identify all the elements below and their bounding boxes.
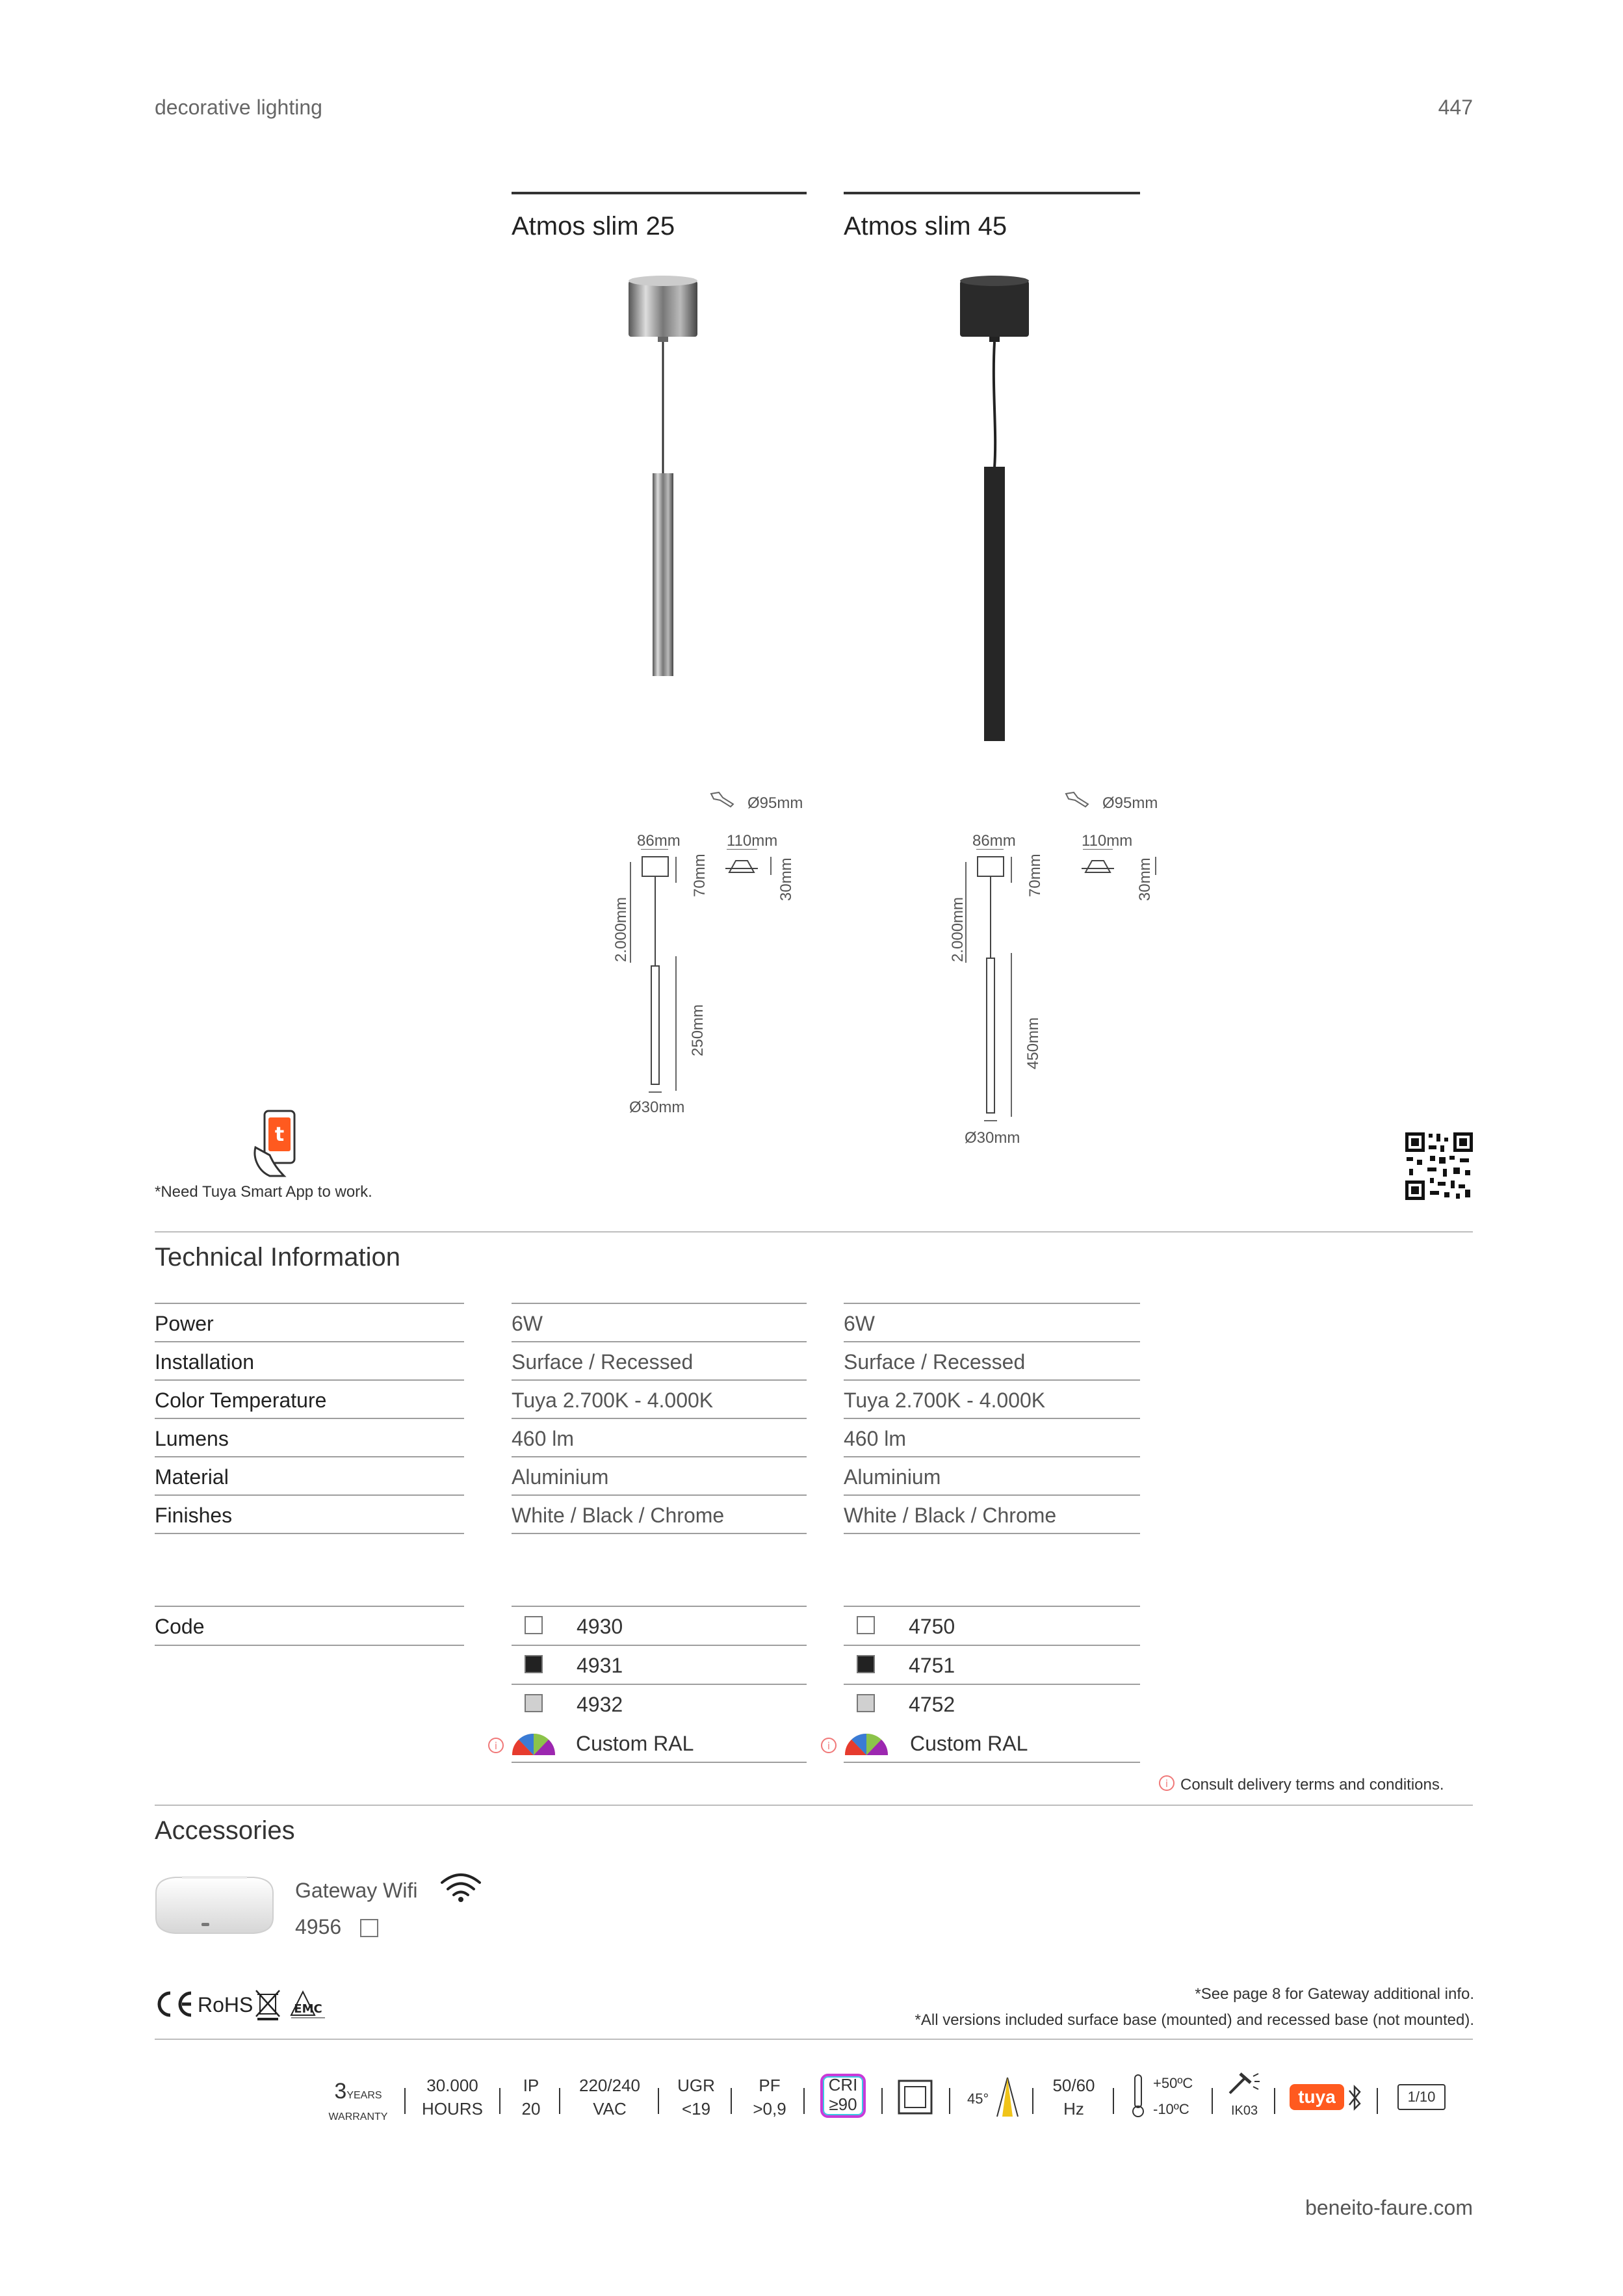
finish-swatch[interactable] <box>525 1694 543 1712</box>
product-code: 4931 <box>577 1654 623 1677</box>
table-row-label: Finishes <box>155 1504 233 1527</box>
info-icon[interactable] <box>1158 1775 1175 1792</box>
finish-swatch[interactable] <box>857 1616 875 1634</box>
gateway-code: 4956 <box>295 1915 342 1938</box>
spec-separator <box>559 2088 560 2114</box>
hours-value: 30.000 <box>426 2076 478 2095</box>
table-row-line <box>155 1418 464 1419</box>
tuya-badge: tuya <box>1290 2084 1344 2110</box>
divider <box>155 1231 1473 1233</box>
title-rule-2 <box>844 192 1140 194</box>
dim-diameter-top-1: Ø95mm <box>747 794 803 812</box>
code-row-line <box>844 1606 1140 1607</box>
code-row-line <box>844 1762 1140 1763</box>
table-row-line <box>155 1494 464 1496</box>
ugr-label: UGR <box>677 2076 715 2095</box>
finish-swatch[interactable] <box>857 1694 875 1712</box>
spec-separator <box>499 2088 500 2114</box>
emc-mark-icon <box>289 1989 328 2020</box>
table-cell-product-2: 460 lm <box>844 1427 907 1450</box>
dim-recess-height-2: 30mm <box>1136 857 1154 901</box>
wrench-icon <box>1063 790 1091 809</box>
spec-separator <box>1032 2088 1033 2114</box>
spec-cri <box>820 2075 866 2114</box>
spec-separator <box>881 2088 883 2114</box>
technical-title: Technical Information <box>155 1243 400 1272</box>
spec-ip <box>508 2074 554 2120</box>
table-cell-product-1: 6W <box>512 1312 543 1335</box>
finish-swatch[interactable] <box>525 1616 543 1634</box>
product-code: 4752 <box>909 1693 955 1716</box>
table-row-line <box>844 1456 1140 1457</box>
spec-hours <box>415 2074 490 2120</box>
spec-separator <box>731 2088 732 2114</box>
gateway-name: Gateway Wifi <box>295 1879 418 1902</box>
pf-value: >0,9 <box>753 2099 786 2119</box>
table-row-line <box>512 1379 807 1381</box>
custom-ral-1: Custom RAL <box>576 1732 694 1755</box>
divider <box>155 2039 1473 2040</box>
spec-separator <box>1113 2088 1114 2114</box>
table-row-label: Color Temperature <box>155 1389 327 1412</box>
info-icon[interactable] <box>487 1737 504 1754</box>
table-row-line <box>155 1456 464 1457</box>
table-row-label: Lumens <box>155 1427 229 1450</box>
code-row-line <box>512 1684 807 1685</box>
gateway-checkbox[interactable] <box>360 1919 378 1937</box>
svg-text:i: i <box>1165 1778 1169 1790</box>
product-title-2: Atmos slim 45 <box>844 212 1007 241</box>
dim-body-length-2: 450mm <box>1024 1017 1042 1069</box>
website[interactable]: beneito-faure.com <box>1305 2196 1473 2219</box>
info-icon[interactable] <box>820 1737 837 1754</box>
ugr-value: <19 <box>681 2099 711 2119</box>
versions-note: *All versions included surface base (mounted) and recessed base (not mounted). <box>915 2011 1474 2029</box>
warranty-years: YEARS <box>346 2090 382 2101</box>
product-code: 4751 <box>909 1654 955 1677</box>
bluetooth-icon <box>1347 2083 1364 2113</box>
dim-recess-height-1: 30mm <box>777 857 795 901</box>
thermometer-icon <box>1128 2072 1148 2119</box>
table-row-line <box>512 1533 807 1534</box>
spec-separator <box>658 2088 659 2114</box>
dim-recess-width-1: 110mm <box>727 832 778 850</box>
color-wheel-icon <box>511 1730 556 1756</box>
page-number: 447 <box>1438 96 1473 119</box>
table-row-line <box>512 1303 807 1304</box>
code-row-line <box>512 1762 807 1763</box>
voltage-unit: VAC <box>593 2099 627 2119</box>
table-row-line <box>844 1418 1140 1419</box>
table-row-line <box>155 1303 464 1304</box>
custom-ral-2: Custom RAL <box>910 1732 1028 1755</box>
beam-angle-icon <box>994 2075 1020 2119</box>
table-row-line <box>844 1533 1140 1534</box>
table-cell-product-2: White / Black / Chrome <box>844 1504 1057 1527</box>
hours-unit: HOURS <box>422 2099 483 2119</box>
finish-swatch[interactable] <box>857 1655 875 1673</box>
product-photo-chrome <box>617 273 708 741</box>
product-code: 4750 <box>909 1615 955 1638</box>
gateway-note: *See page 8 for Gateway additional info. <box>1195 1985 1474 2003</box>
frequency-unit: Hz <box>1063 2099 1084 2119</box>
table-cell-product-1: 460 lm <box>512 1427 575 1450</box>
table-row-label: Power <box>155 1312 214 1335</box>
finish-swatch[interactable] <box>525 1655 543 1673</box>
square-fixture-icon <box>897 2079 933 2115</box>
temp-low: -10ºC <box>1153 2101 1189 2117</box>
color-wheel-icon <box>844 1730 889 1756</box>
cri-label: CRI <box>828 2075 858 2094</box>
wrench-icon <box>708 790 736 809</box>
table-row-label: Installation <box>155 1350 254 1374</box>
table-row-label: Material <box>155 1465 229 1489</box>
dim-recess-width-2: 110mm <box>1082 832 1133 850</box>
spec-separator <box>1212 2088 1213 2114</box>
dim-diameter-top-2: Ø95mm <box>1102 794 1158 812</box>
table-cell-product-2: Surface / Recessed <box>844 1350 1026 1374</box>
table-row-line <box>512 1418 807 1419</box>
temp-high: +50ºC <box>1153 2075 1193 2091</box>
table-cell-product-1: White / Black / Chrome <box>512 1504 725 1527</box>
product-code: 4930 <box>577 1615 623 1638</box>
spec-separator <box>1274 2088 1275 2114</box>
svg-text:t: t <box>274 1123 285 1146</box>
code-row-line <box>844 1684 1140 1685</box>
table-row-line <box>155 1341 464 1342</box>
rohs-label: RoHS <box>198 1993 253 2016</box>
dim-canopy-width-1: 86mm <box>637 832 681 850</box>
accessories-title: Accessories <box>155 1816 295 1845</box>
ce-mark-icon <box>153 1990 195 2018</box>
spec-frequency <box>1043 2074 1105 2120</box>
dim-cable-1: 2.000mm <box>612 896 630 962</box>
code-row-line <box>155 1606 464 1607</box>
section-label: decorative lighting <box>155 96 322 119</box>
table-row-line <box>844 1341 1140 1342</box>
tuya-phone-icon <box>250 1108 309 1180</box>
product-title-1: Atmos slim 25 <box>512 212 675 241</box>
ip-value: 20 <box>521 2099 541 2119</box>
ik-rating: IK03 <box>1231 2104 1258 2118</box>
table-cell-product-1: Aluminium <box>512 1465 609 1489</box>
impact-hammer-icon <box>1226 2071 1261 2097</box>
tuya-note: *Need Tuya Smart App to work. <box>155 1183 372 1201</box>
divider <box>155 1805 1473 1806</box>
dim-canopy-height-2: 70mm <box>1026 854 1044 897</box>
svg-text:i: i <box>494 1740 498 1752</box>
spec-separator <box>803 2088 805 2114</box>
table-row-line <box>844 1303 1140 1304</box>
code-row-line <box>844 1645 1140 1646</box>
cri-value: ≥90 <box>829 2094 857 2114</box>
dim-body-diameter-2: Ø30mm <box>965 1129 1020 1147</box>
consult-note: Consult delivery terms and conditions. <box>1180 1776 1444 1794</box>
table-row-line <box>844 1494 1140 1496</box>
pf-label: PF <box>759 2076 781 2095</box>
dim-cable-2: 2.000mm <box>949 896 967 962</box>
code-row-line <box>155 1645 464 1646</box>
table-cell-product-2: Aluminium <box>844 1465 941 1489</box>
table-row-line <box>155 1379 464 1381</box>
code-label: Code <box>155 1615 205 1638</box>
svg-text:EMC: EMC <box>294 2002 322 2016</box>
spec-separator <box>404 2088 406 2114</box>
spec-separator <box>949 2088 950 2114</box>
weee-bin-icon <box>253 1988 282 2022</box>
product-photo-black <box>949 273 1040 741</box>
table-cell-product-1: Tuya 2.700K - 4.000K <box>512 1389 714 1412</box>
code-row-line <box>512 1606 807 1607</box>
ip-label: IP <box>523 2076 539 2095</box>
spec-warranty <box>322 2079 394 2124</box>
table-row-line <box>512 1494 807 1496</box>
gateway-photo <box>149 1867 279 1951</box>
wifi-icon <box>438 1871 484 1903</box>
table-row-line <box>512 1341 807 1342</box>
product-code: 4932 <box>577 1693 623 1716</box>
svg-text:i: i <box>827 1740 831 1752</box>
spec-separator <box>1377 2088 1378 2114</box>
dim-canopy-width-2: 86mm <box>972 832 1016 850</box>
warranty-word: WARRANTY <box>328 2111 388 2122</box>
beam-angle: 45° <box>967 2091 989 2107</box>
dim-body-diameter-1: Ø30mm <box>629 1099 685 1116</box>
table-row-line <box>155 1533 464 1534</box>
spec-ugr <box>667 2074 725 2120</box>
code-row-line <box>512 1645 807 1646</box>
dim-canopy-height-1: 70mm <box>691 854 708 897</box>
table-cell-product-2: Tuya 2.700K - 4.000K <box>844 1389 1046 1412</box>
voltage-value: 220/240 <box>579 2076 640 2095</box>
table-row-line <box>844 1379 1140 1381</box>
spec-pf <box>740 2074 799 2120</box>
title-rule-1 <box>512 192 807 194</box>
warranty-number: 3 <box>334 2079 347 2104</box>
frequency-value: 50/60 <box>1052 2076 1095 2095</box>
table-cell-product-2: 6W <box>844 1312 875 1335</box>
table-cell-product-1: Surface / Recessed <box>512 1350 694 1374</box>
qr-code[interactable] <box>1404 1131 1474 1201</box>
dimming-badge: 1/10 <box>1397 2084 1446 2110</box>
spec-voltage <box>567 2074 653 2120</box>
dim-body-length-1: 250mm <box>689 1004 707 1056</box>
table-row-line <box>512 1456 807 1457</box>
